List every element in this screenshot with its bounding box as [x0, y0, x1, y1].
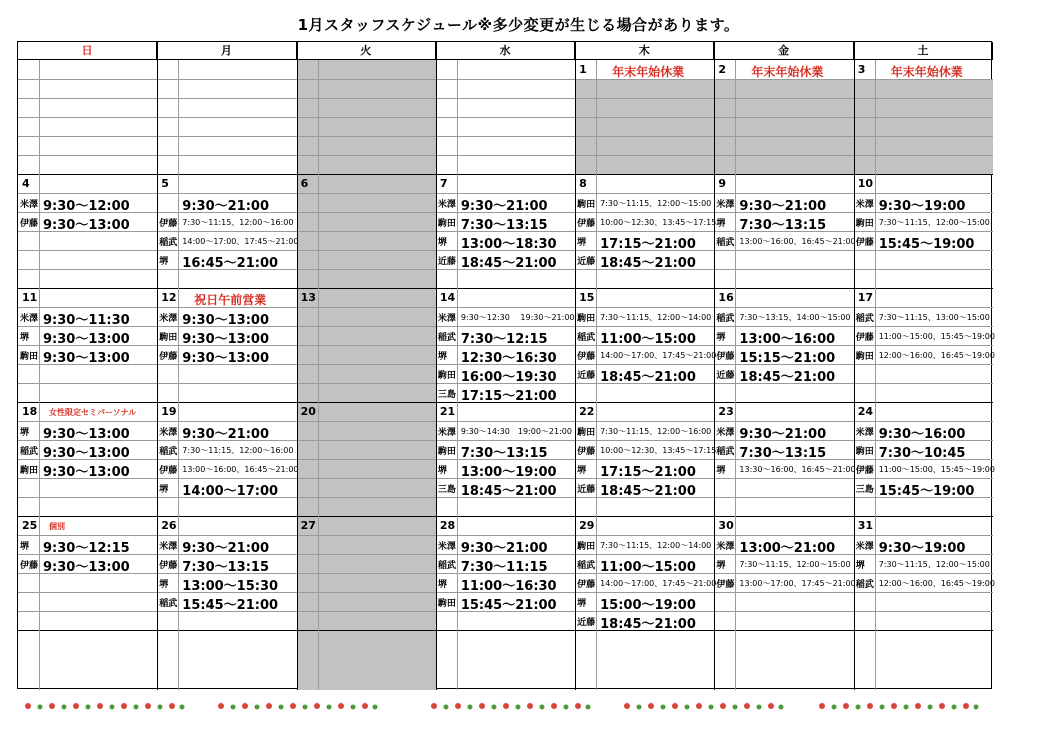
staff-name: 稲武	[716, 314, 735, 324]
shift-time: 15:45〜19:00	[878, 484, 975, 499]
shift-time: 7:30〜12:15	[460, 332, 548, 347]
shift-time: 7:30〜11:15、12:00〜14:00	[600, 313, 712, 322]
flower-border-decoration	[621, 699, 785, 713]
staff-name: 堺	[437, 238, 447, 248]
shift-time: 7:30〜11:15、12:00〜16:00	[182, 218, 294, 227]
staff-name: 米澤	[716, 542, 735, 552]
shift-time: 14:00〜17:00、17:45〜21:00	[182, 237, 299, 246]
day-number: 12	[161, 291, 177, 304]
staff-name: 米澤	[855, 200, 874, 210]
staff-name: 堺	[577, 466, 587, 476]
grid-line	[18, 535, 993, 536]
shift-time: 13:30〜16:00、16:45〜21:00	[739, 465, 856, 474]
staff-name: 堺	[437, 466, 447, 476]
shift-time: 18:45〜21:00	[600, 370, 696, 385]
weekday-header: 金	[714, 42, 853, 60]
staff-name: 駒田	[437, 219, 456, 229]
day-note: 年末年始休業	[612, 65, 685, 79]
weekday-header: 月	[157, 42, 296, 60]
shift-time: 9:30〜19:00	[878, 199, 966, 214]
staff-name: 稲武	[437, 333, 456, 343]
staff-name: 駒田	[855, 352, 874, 362]
staff-name: 稲武	[437, 561, 456, 571]
staff-name: 駒田	[577, 200, 596, 210]
shift-time: 9:30〜13:00	[43, 332, 130, 347]
staff-name: 伊藤	[159, 352, 178, 362]
shift-time: 10:00〜12:30、13:45〜17:15	[600, 446, 717, 455]
shift-time: 17:15〜21:00	[600, 237, 696, 252]
shift-time: 7:30〜11:15、12:00〜14:00	[600, 541, 712, 550]
shift-time: 15:45〜21:00	[460, 598, 557, 613]
shift-time: 17:15〜21:00	[460, 389, 557, 404]
shift-time: 7:30〜11:15、12:00〜15:00	[878, 560, 990, 569]
staff-name: 堺	[716, 466, 726, 476]
shift-time: 7:30〜13:15	[182, 560, 269, 575]
shift-time: 14:00〜17:00、17:45〜21:00	[600, 579, 717, 588]
staff-name: 伊藤	[577, 580, 596, 590]
day-note: 個別	[49, 522, 65, 531]
day-number: 9	[718, 177, 727, 190]
shift-time: 9:30〜13:00	[43, 560, 130, 575]
shift-time: 9:30〜14:30 19:00〜21:00	[460, 427, 572, 436]
staff-name: 堺	[159, 257, 169, 267]
weekday-header: 火	[297, 42, 436, 60]
staff-name: 堺	[577, 599, 587, 609]
shift-time: 7:30〜11:15、12:00〜15:00	[878, 218, 990, 227]
day-number: 13	[300, 291, 316, 304]
staff-name: 伊藤	[716, 580, 735, 590]
staff-name: 伊藤	[716, 352, 735, 362]
page-title: 1月スタッフスケジュール※多少変更が生じる場合があります。	[297, 16, 740, 34]
day-number: 26	[161, 519, 177, 532]
day-number: 4	[22, 177, 30, 190]
shift-time: 13:00〜15:30	[182, 579, 279, 594]
shift-time: 9:30〜13:00	[43, 351, 130, 366]
day-number: 28	[439, 519, 456, 532]
staff-name: 米澤	[20, 314, 39, 324]
day-number: 15	[579, 291, 595, 304]
grid-line	[854, 42, 855, 690]
shift-time: 12:30〜16:30	[460, 351, 557, 366]
shift-time: 9:30〜13:00	[43, 446, 130, 461]
staff-name: 駒田	[159, 333, 178, 343]
shift-time: 11:00〜16:30	[460, 579, 557, 594]
staff-name: 稲武	[716, 238, 735, 248]
weekday-header: 水	[436, 42, 575, 60]
shift-time: 7:30〜11:15、13:00〜15:00	[878, 313, 990, 322]
staff-name: 伊藤	[159, 466, 178, 476]
shift-time: 9:30〜11:30	[43, 313, 130, 328]
staff-name: 伊藤	[577, 352, 596, 362]
staff-name: 稲武	[577, 561, 596, 571]
day-number: 16	[718, 291, 734, 304]
staff-name: 三島	[855, 485, 874, 495]
day-note: 年末年始休業	[751, 65, 824, 79]
grid-line	[18, 155, 993, 156]
day-number: 7	[439, 177, 448, 190]
staff-name: 堺	[716, 219, 726, 229]
staff-name: 駒田	[855, 219, 874, 229]
staff-name: 伊藤	[855, 466, 874, 476]
day-number: 24	[857, 405, 874, 418]
shift-time: 7:30〜13:15、14:00〜15:00	[739, 313, 851, 322]
grid-line	[297, 42, 298, 690]
schedule-calendar	[17, 41, 995, 689]
staff-name: 伊藤	[855, 333, 874, 343]
grid-line	[18, 516, 993, 517]
day-number: 27	[300, 519, 316, 532]
staff-name: 伊藤	[577, 447, 596, 457]
staff-name: 駒田	[437, 371, 456, 381]
shift-time: 9:30〜16:00	[878, 427, 966, 442]
grid-line	[735, 60, 736, 690]
shift-time: 11:00〜15:00、15:45〜19:00	[878, 465, 995, 474]
shift-time: 16:45〜21:00	[182, 256, 279, 271]
grid-line	[18, 440, 993, 441]
shift-time: 7:30〜11:15、12:00〜15:00	[739, 560, 851, 569]
staff-name: 伊藤	[159, 561, 178, 571]
day-number: 25	[22, 519, 38, 532]
day-number: 18	[22, 405, 38, 418]
grid-line	[18, 117, 993, 118]
staff-name: 駒田	[577, 428, 596, 438]
shift-time: 12:00〜16:00、16:45〜19:00	[878, 351, 995, 360]
grid-line	[318, 60, 319, 690]
shift-time: 18:45〜21:00	[739, 370, 836, 385]
shift-time: 9:30〜21:00	[460, 541, 548, 556]
staff-name: 駒田	[437, 599, 456, 609]
staff-name: 稲武	[159, 599, 178, 609]
day-number: 11	[22, 291, 38, 304]
shift-time: 13:00〜17:00、17:45〜21:00	[739, 579, 856, 588]
staff-name: 伊藤	[20, 219, 39, 229]
shift-time: 7:30〜13:15	[739, 218, 827, 233]
grid-line	[18, 193, 993, 194]
staff-name: 駒田	[577, 314, 596, 324]
shift-time: 10:00〜12:30、13:45〜17:15	[600, 218, 717, 227]
staff-name: 堺	[20, 542, 30, 552]
shift-time: 12:00〜16:00、16:45〜19:00	[878, 579, 995, 588]
staff-name: 近藤	[577, 257, 596, 267]
shift-time: 13:00〜21:00	[739, 541, 836, 556]
shift-time: 9:30〜21:00	[182, 199, 269, 214]
flower-border-decoration	[428, 699, 592, 713]
weekday-header: 土	[854, 42, 993, 60]
shift-time: 11:00〜15:00	[600, 332, 696, 347]
staff-name: 米澤	[159, 542, 178, 552]
weekday-header: 日	[18, 42, 157, 60]
day-number: 3	[857, 63, 866, 76]
day-number: 14	[439, 291, 456, 304]
day-number: 5	[161, 177, 169, 190]
shift-time: 14:00〜17:00	[182, 484, 279, 499]
shift-time: 18:45〜21:00	[600, 484, 696, 499]
grid-line	[18, 79, 993, 80]
shift-time: 15:15〜21:00	[739, 351, 836, 366]
staff-name: 米澤	[437, 428, 456, 438]
shift-time: 13:00〜18:30	[460, 237, 557, 252]
staff-name: 米澤	[855, 428, 874, 438]
staff-name: 伊藤	[855, 238, 874, 248]
staff-name: 駒田	[20, 466, 39, 476]
shift-time: 7:30〜13:15	[739, 446, 827, 461]
staff-name: 稲武	[577, 333, 596, 343]
staff-name: 駒田	[20, 352, 39, 362]
shift-time: 15:45〜21:00	[182, 598, 279, 613]
staff-name: 伊藤	[577, 219, 596, 229]
grid-line	[875, 60, 876, 690]
grid-line	[18, 326, 993, 327]
shift-time: 7:30〜11:15	[460, 560, 548, 575]
shift-time: 18:45〜21:00	[600, 256, 696, 271]
day-number: 21	[439, 405, 456, 418]
staff-name: 米澤	[437, 542, 456, 552]
shift-time: 9:30〜12:15	[43, 541, 130, 556]
staff-name: 駒田	[437, 447, 456, 457]
shift-time: 9:30〜21:00	[739, 427, 827, 442]
staff-name: 米澤	[159, 314, 178, 324]
staff-name: 堺	[20, 428, 30, 438]
staff-name: 堺	[159, 580, 169, 590]
shift-time: 9:30〜13:00	[43, 465, 130, 480]
shift-time: 7:30〜11:15、12:00〜15:00	[600, 199, 712, 208]
day-number: 2	[718, 63, 727, 76]
shift-time: 9:30〜13:00	[43, 218, 130, 233]
shift-time: 9:30〜13:00	[182, 332, 269, 347]
day-number: 8	[579, 177, 587, 190]
shift-time: 9:30〜13:00	[182, 313, 269, 328]
flower-border-decoration	[22, 699, 186, 713]
staff-name: 米澤	[716, 200, 735, 210]
day-number: 31	[857, 519, 874, 532]
staff-name: 堺	[716, 561, 726, 571]
grid-line	[18, 98, 993, 99]
staff-name: 稲武	[855, 580, 874, 590]
shift-time: 18:45〜21:00	[600, 617, 696, 632]
staff-name: 米澤	[437, 200, 456, 210]
day-note: 年末年始休業	[890, 65, 963, 79]
day-note: 祝日午前営業	[194, 293, 267, 307]
shift-time: 15:45〜19:00	[878, 237, 975, 252]
grid-line	[18, 421, 993, 422]
shift-time: 13:00〜19:00	[460, 465, 557, 480]
shift-time: 9:30〜13:00	[182, 351, 269, 366]
shift-time: 13:00〜16:00、16:45〜21:00	[739, 237, 856, 246]
day-number: 30	[718, 519, 734, 532]
shift-time: 7:30〜13:15	[460, 446, 548, 461]
staff-name: 堺	[855, 561, 865, 571]
grid-line	[18, 288, 993, 289]
shift-time: 16:00〜19:30	[460, 370, 557, 385]
grid-line	[436, 42, 437, 690]
day-number: 20	[300, 405, 316, 418]
staff-name: 米澤	[437, 314, 456, 324]
staff-name: 米澤	[159, 428, 178, 438]
shift-time: 7:30〜13:15	[460, 218, 548, 233]
shift-time: 11:00〜15:00、15:45〜19:00	[878, 332, 995, 341]
day-number: 23	[718, 405, 734, 418]
day-number: 29	[579, 519, 595, 532]
grid-line	[178, 60, 179, 690]
day-number: 17	[857, 291, 874, 304]
staff-name: 稲武	[159, 447, 178, 457]
day-number: 19	[161, 405, 177, 418]
staff-name: 堺	[20, 333, 30, 343]
shift-time: 14:00〜17:00、17:45〜21:00	[600, 351, 717, 360]
grid-line	[18, 630, 993, 631]
staff-name: 駒田	[855, 447, 874, 457]
day-number: 1	[579, 63, 587, 76]
grid-line	[157, 42, 158, 690]
grid-line	[18, 174, 993, 175]
staff-name: 稲武	[159, 238, 178, 248]
staff-name: 米澤	[855, 542, 874, 552]
shift-time: 18:45〜21:00	[460, 256, 557, 271]
shift-time: 18:45〜21:00	[460, 484, 557, 499]
staff-name: 堺	[577, 238, 587, 248]
staff-name: 三島	[437, 390, 456, 400]
day-number: 22	[579, 405, 595, 418]
staff-name: 近藤	[577, 485, 596, 495]
shift-time: 9:30〜21:00	[182, 541, 269, 556]
shift-time: 9:30〜13:00	[43, 427, 130, 442]
shift-time: 9:30〜21:00	[460, 199, 548, 214]
grid-line	[18, 136, 993, 137]
staff-name: 伊藤	[159, 219, 178, 229]
staff-name: 米澤	[20, 200, 39, 210]
staff-name: 近藤	[716, 371, 735, 381]
shift-time: 13:00〜16:00	[739, 332, 836, 347]
weekday-header: 木	[575, 42, 714, 60]
day-number: 6	[300, 177, 309, 190]
day-note: 女性限定セミパーソナル	[49, 408, 137, 417]
grid-line	[457, 60, 458, 690]
shift-time: 9:30〜12:00	[43, 199, 130, 214]
grid-line	[18, 307, 993, 308]
shift-time: 9:30〜21:00	[182, 427, 269, 442]
staff-name: 堺	[437, 580, 447, 590]
day-number: 10	[857, 177, 874, 190]
grid-line	[575, 42, 576, 690]
staff-name: 稲武	[855, 314, 874, 324]
staff-name: 堺	[437, 352, 447, 362]
staff-name: 稲武	[716, 447, 735, 457]
staff-name: 堺	[159, 485, 169, 495]
grid-line	[39, 60, 40, 690]
staff-name: 近藤	[437, 257, 456, 267]
shift-time: 13:00〜16:00、16:45〜21:00	[182, 465, 299, 474]
staff-name: 伊藤	[20, 561, 39, 571]
shift-time: 7:30〜10:45	[878, 446, 966, 461]
shift-time: 15:00〜19:00	[600, 598, 696, 613]
shift-time: 11:00〜15:00	[600, 560, 696, 575]
flower-border-decoration	[215, 699, 379, 713]
staff-name: 駒田	[577, 542, 596, 552]
shift-time: 9:30〜21:00	[739, 199, 827, 214]
staff-name: 稲武	[20, 447, 39, 457]
shift-time: 17:15〜21:00	[600, 465, 696, 480]
staff-name: 堺	[716, 333, 726, 343]
shift-time: 9:30〜12:30 19:30〜21:00	[460, 313, 575, 322]
staff-name: 近藤	[577, 618, 596, 628]
staff-name: 三島	[437, 485, 456, 495]
shift-time: 7:30〜11:15、12:00〜16:00	[600, 427, 712, 436]
grid-line	[596, 60, 597, 690]
shift-time: 7:30〜11:15、12:00〜16:00	[182, 446, 294, 455]
staff-name: 米澤	[716, 428, 735, 438]
grid-line	[714, 42, 715, 690]
shift-time: 9:30〜19:00	[878, 541, 966, 556]
staff-name: 近藤	[577, 371, 596, 381]
flower-border-decoration	[816, 699, 980, 713]
